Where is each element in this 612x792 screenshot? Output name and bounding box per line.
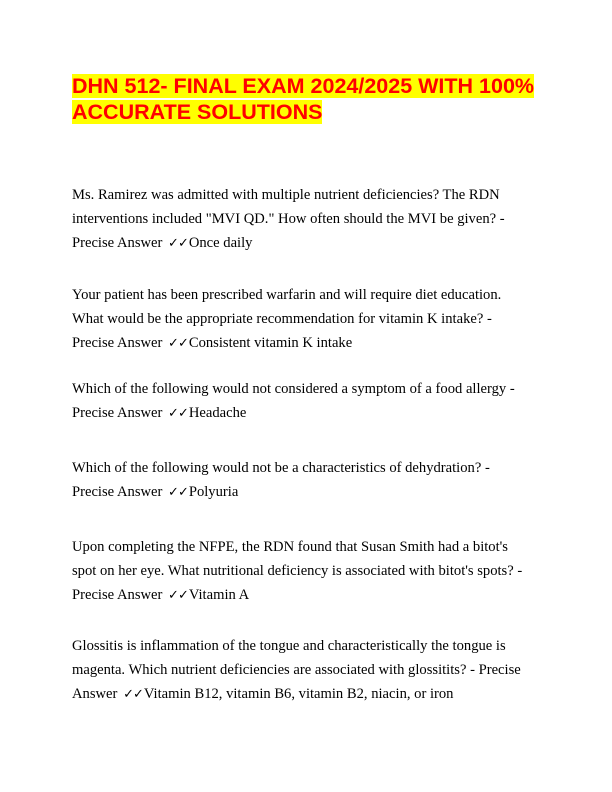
qa-item-1 — [72, 183, 534, 256]
question-text: Which of the following would not be a characteristics of dehydration? - Precise Answer — [72, 460, 490, 500]
check-mark-icon: ✓✓ — [168, 588, 188, 603]
qa-item-2 — [72, 283, 534, 356]
question-text: Which of the following would not considered a symptom of a food allergy - Precise Answer — [72, 381, 515, 421]
check-mark-icon: ✓✓ — [168, 236, 188, 251]
answer-text: Headache — [188, 405, 247, 421]
question-text: Your patient has been prescribed warfarin and will require diet education. What would be the appropriate recommendation for vitamin K intake? - Precise Answer — [72, 287, 502, 351]
check-mark-icon: ✓✓ — [168, 336, 188, 351]
answer-text: Polyuria — [188, 484, 239, 500]
check-mark-icon: ✓✓ — [168, 406, 188, 421]
qa-item-3 — [72, 377, 534, 426]
question-text: Upon completing the NFPE, the RDN found that Susan Smith had a bitot's spot on her eye. What nutritional deficiency is associated with bitot's spots? - Precise Answer — [72, 539, 523, 603]
title-highlight: DHN 512- FINAL EXAM 2024/2025 WITH 100% ACCURATE SOLUTIONS — [72, 74, 535, 124]
answer-text: Consistent vitamin K intake — [188, 335, 353, 351]
qa-item-6 — [72, 634, 534, 707]
question-text: Ms. Ramirez was admitted with multiple nutrient deficiencies? The RDN interventions included "MVI QD." How often should the MVI be given? - Precise Answer — [72, 187, 505, 251]
check-mark-icon: ✓✓ — [123, 687, 143, 702]
answer-text: Vitamin A — [188, 587, 250, 603]
answer-text: Vitamin B12, vitamin B6, vitamin B2, niacin, or iron — [143, 686, 454, 702]
qa-item-5 — [72, 535, 534, 608]
qa-item-4 — [72, 456, 534, 505]
check-mark-icon: ✓✓ — [168, 485, 188, 500]
document-title — [72, 73, 542, 125]
question-text: Glossitis is inflammation of the tongue and characteristically the tongue is magenta. Which nutrient deficiencies are associated with glossitits? - Precise Answer — [72, 638, 521, 702]
answer-text: Once daily — [188, 235, 253, 251]
